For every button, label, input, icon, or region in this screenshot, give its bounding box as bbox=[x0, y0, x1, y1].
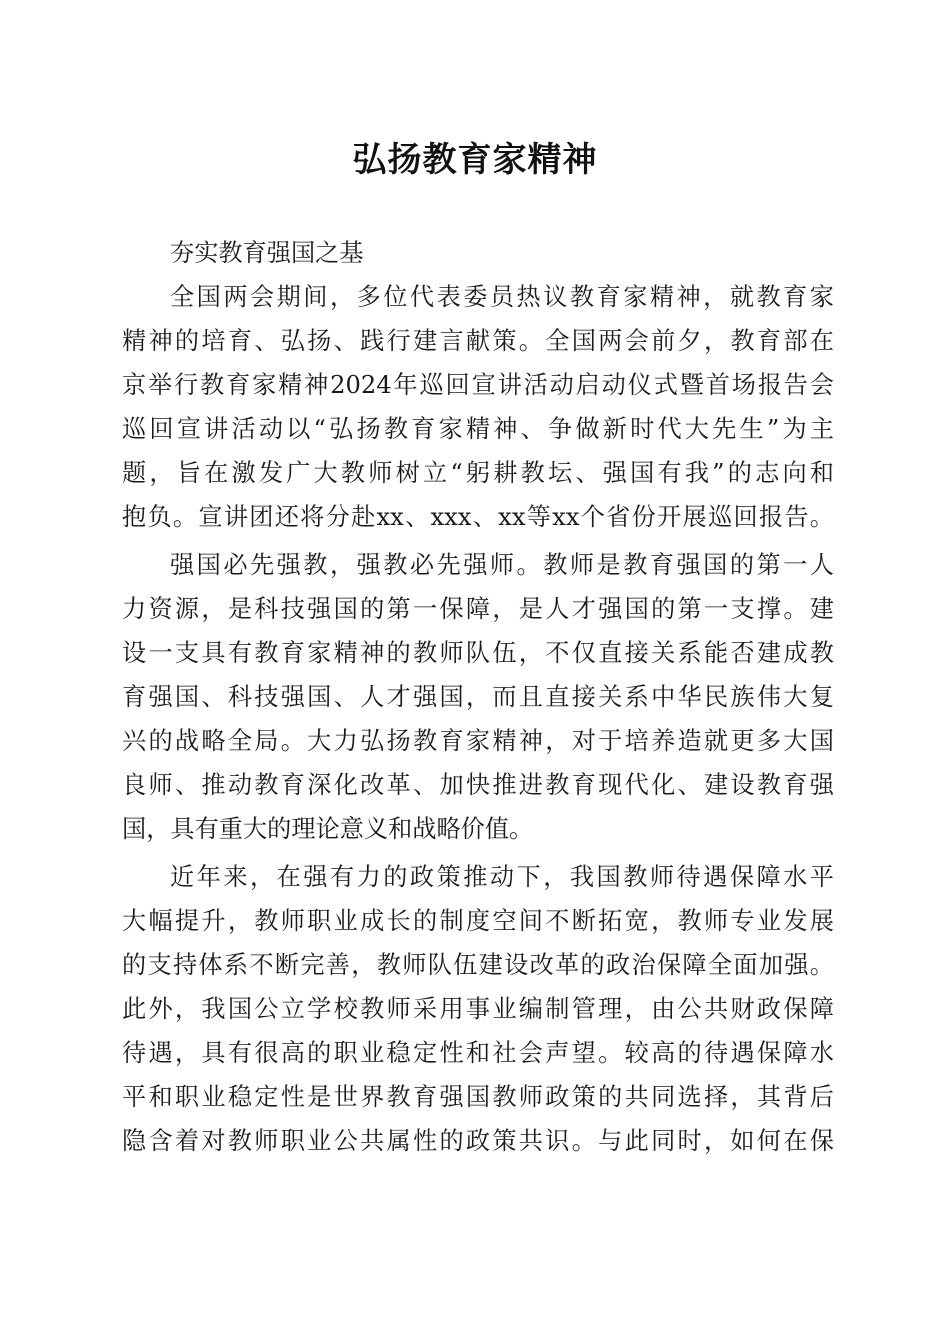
paragraph-line: 隐含着对教师职业公共属性的政策共识。与此同时，如何在保 bbox=[122, 1127, 834, 1155]
paragraph-line: 力资源，是科技强国的第一保障，是人才强国的第一支撑。建 bbox=[122, 595, 834, 623]
paragraph-line: 的支持体系不断完善，教师队伍建设改革的政治保障全面加强。 bbox=[122, 951, 834, 979]
paragraph-line: 待遇，具有很高的职业稳定性和社会声望。较高的待遇保障水 bbox=[122, 1039, 834, 1067]
paragraph-line: 良师、推动教育深化改革、加快推进教育现代化、建设教育强 bbox=[122, 771, 834, 799]
paragraph-line: 全国两会期间，多位代表委员热议教育家精神，就教育家 bbox=[170, 283, 834, 311]
paragraph-line: 国，具有重大的理论意义和战略价值。 bbox=[122, 815, 534, 843]
document-title: 弘扬教育家精神 bbox=[352, 140, 598, 180]
paragraph-line: 育强国、科技强国、人才强国，而且直接关系中华民族伟大复 bbox=[122, 683, 834, 711]
paragraph-line: 大幅提升，教师职业成长的制度空间不断拓宽，教师专业发展 bbox=[122, 907, 834, 935]
paragraph-line: 此外，我国公立学校教师采用事业编制管理，由公共财政保障 bbox=[122, 995, 834, 1023]
paragraph-line: 平和职业稳定性是世界教育强国教师政策的共同选择，其背后 bbox=[122, 1083, 834, 1111]
paragraph-line: 抱负。宣讲团还将分赴xx、xxx、xx等xx个省份开展巡回报告。 bbox=[122, 503, 834, 531]
document-subtitle: 夯实教育强国之基 bbox=[170, 239, 364, 267]
paragraph-line: 强国必先强教，强教必先强师。教师是教育强国的第一人 bbox=[170, 551, 834, 579]
paragraph-line: 巡回宣讲活动以“弘扬教育家精神、争做新时代大先生”为主 bbox=[122, 415, 834, 443]
paragraph-line: 设一支具有教育家精神的教师队伍，不仅直接关系能否建成教 bbox=[122, 639, 834, 667]
paragraph-line: 京举行教育家精神2024年巡回宣讲活动启动仪式暨首场报告会 bbox=[122, 371, 834, 399]
paragraph-line: 兴的战略全局。大力弘扬教育家精神，对于培养造就更多大国 bbox=[122, 727, 834, 755]
paragraph-line: 精神的培育、弘扬、践行建言献策。全国两会前夕，教育部在 bbox=[122, 327, 834, 355]
paragraph-line: 近年来，在强有力的政策推动下，我国教师待遇保障水平 bbox=[170, 863, 834, 891]
paragraph-line: 题，旨在激发广大教师树立“躬耕教坛、强国有我”的志向和 bbox=[122, 459, 834, 487]
